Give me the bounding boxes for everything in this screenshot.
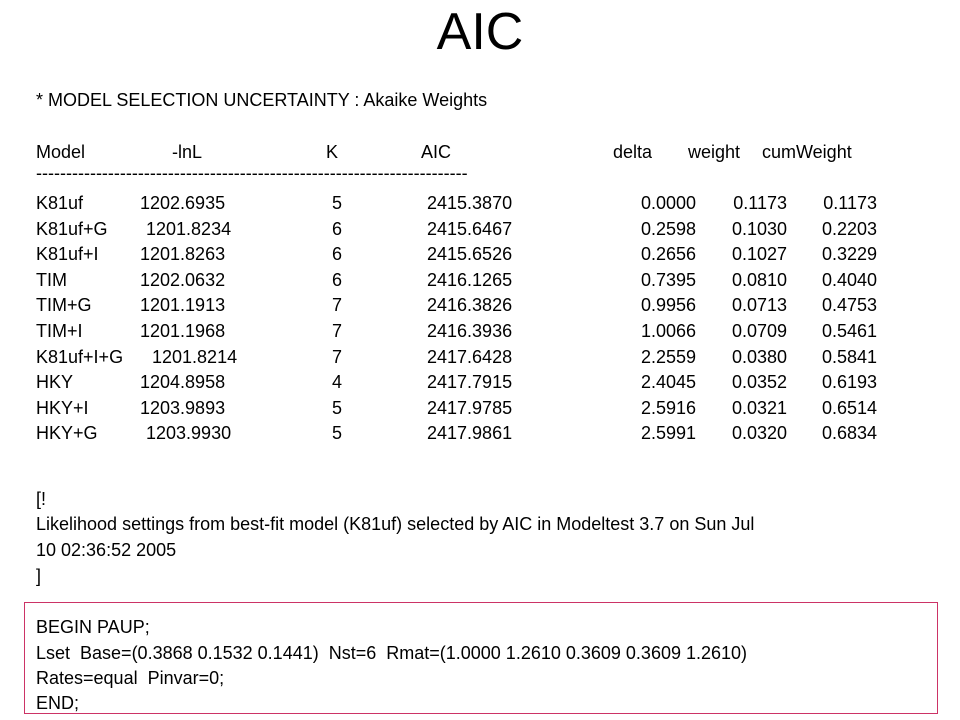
cell-weight: 0.1027 [731, 244, 787, 264]
cell-k: 6 [332, 270, 343, 290]
cell-k: 6 [332, 219, 343, 239]
cell-lnl: 1203.9893 [140, 398, 226, 418]
cell-aic: 2417.6428 [427, 347, 513, 367]
cell-weight: 0.0321 [731, 398, 787, 418]
cell-lnl: 1201.8234 [146, 219, 232, 239]
cell-cumweight: 0.1173 [823, 193, 877, 213]
header-lnl: -lnL [172, 142, 203, 162]
cell-model: HKY+G [36, 423, 98, 443]
cell-model: K81uf+G [36, 219, 108, 239]
cell-model: HKY [36, 372, 74, 392]
cell-cumweight: 0.6834 [821, 423, 877, 443]
cell-cumweight: 0.4040 [821, 270, 877, 290]
cell-k: 5 [332, 193, 343, 213]
cell-lnl: 1202.0632 [140, 270, 226, 290]
cell-aic: 2417.9785 [427, 398, 513, 418]
cell-delta: 0.0000 [640, 193, 696, 213]
cell-delta: 2.5991 [640, 423, 696, 443]
cell-model: K81uf+I [36, 244, 99, 264]
cell-delta: 2.2559 [640, 347, 696, 367]
cell-k: 5 [332, 398, 343, 418]
section-heading: * MODEL SELECTION UNCERTAINTY : Akaike Weights [36, 90, 488, 110]
cell-cumweight: 0.5841 [821, 347, 877, 367]
cell-lnl: 1202.6935 [140, 193, 226, 213]
cell-lnl: 1204.8958 [140, 372, 226, 392]
cell-aic: 2417.7915 [427, 372, 513, 392]
cell-aic: 2415.3870 [427, 193, 513, 213]
cell-lnl: 1203.9930 [146, 423, 232, 443]
header-cumweight: cumWeight [762, 142, 852, 162]
cell-cumweight: 0.4753 [821, 295, 877, 315]
header-model: Model [36, 142, 86, 162]
comment-line-2: 10 02:36:52 2005 [36, 540, 177, 560]
header-k: K [326, 142, 339, 162]
cell-weight: 0.1030 [731, 219, 787, 239]
paup-line-rates: Rates=equal Pinvar=0; [36, 668, 225, 688]
comment-open: [! [36, 489, 47, 509]
cell-model: HKY+I [36, 398, 89, 418]
cell-k: 7 [332, 321, 343, 341]
cell-model: TIM+I [36, 321, 83, 341]
cell-weight: 0.0320 [731, 423, 787, 443]
cell-delta: 0.2598 [640, 219, 696, 239]
cell-k: 6 [332, 244, 343, 264]
header-aic: AIC [421, 142, 452, 162]
header-weight: weight [688, 142, 741, 162]
cell-cumweight: 0.2203 [821, 219, 877, 239]
cell-lnl: 1201.1968 [140, 321, 226, 341]
cell-aic: 2417.9861 [427, 423, 513, 443]
cell-aic: 2415.6467 [427, 219, 513, 239]
cell-aic: 2416.3826 [427, 295, 513, 315]
paup-line-lset: Lset Base=(0.3868 0.1532 0.1441) Nst=6 Rmat=(1.0000 1.2610 0.3609 0.3609 1.2610) [36, 643, 748, 663]
cell-lnl: 1201.8214 [152, 347, 238, 367]
cell-k: 7 [332, 295, 343, 315]
page-title: AIC [436, 3, 524, 61]
cell-model: TIM+G [36, 295, 92, 315]
table-separator: ------------------------------------------------------------------------ [36, 166, 468, 180]
cell-model: K81uf+I+G [36, 347, 124, 367]
cell-weight: 0.0380 [731, 347, 787, 367]
cell-weight: 0.1173 [733, 193, 787, 213]
header-delta: delta [613, 142, 653, 162]
cell-delta: 2.4045 [640, 372, 696, 392]
paup-line-end: END; [36, 693, 80, 713]
cell-weight: 0.0352 [731, 372, 787, 392]
cell-model: K81uf [36, 193, 84, 213]
cell-delta: 0.7395 [640, 270, 696, 290]
cell-model: TIM [36, 270, 67, 290]
cell-lnl: 1201.8263 [140, 244, 226, 264]
cell-cumweight: 0.6193 [821, 372, 877, 392]
cell-aic: 2416.1265 [427, 270, 513, 290]
cell-aic: 2416.3936 [427, 321, 513, 341]
cell-delta: 0.9956 [640, 295, 696, 315]
comment-close: ] [36, 566, 42, 586]
cell-weight: 0.0810 [731, 270, 787, 290]
cell-aic: 2415.6526 [427, 244, 513, 264]
cell-delta: 2.5916 [640, 398, 696, 418]
cell-k: 5 [332, 423, 343, 443]
cell-cumweight: 0.5461 [821, 321, 877, 341]
cell-cumweight: 0.6514 [821, 398, 877, 418]
cell-lnl: 1201.1913 [140, 295, 226, 315]
comment-line-1: Likelihood settings from best-fit model (K81uf) selected by AIC in Modeltest 3.7 on Sun Jul [36, 514, 755, 534]
cell-weight: 0.0709 [731, 321, 787, 341]
cell-cumweight: 0.3229 [821, 244, 877, 264]
cell-k: 7 [332, 347, 343, 367]
cell-k: 4 [332, 372, 343, 392]
paup-line-begin: BEGIN PAUP; [36, 617, 150, 637]
cell-weight: 0.0713 [731, 295, 787, 315]
cell-delta: 0.2656 [640, 244, 696, 264]
cell-delta: 1.0066 [640, 321, 696, 341]
